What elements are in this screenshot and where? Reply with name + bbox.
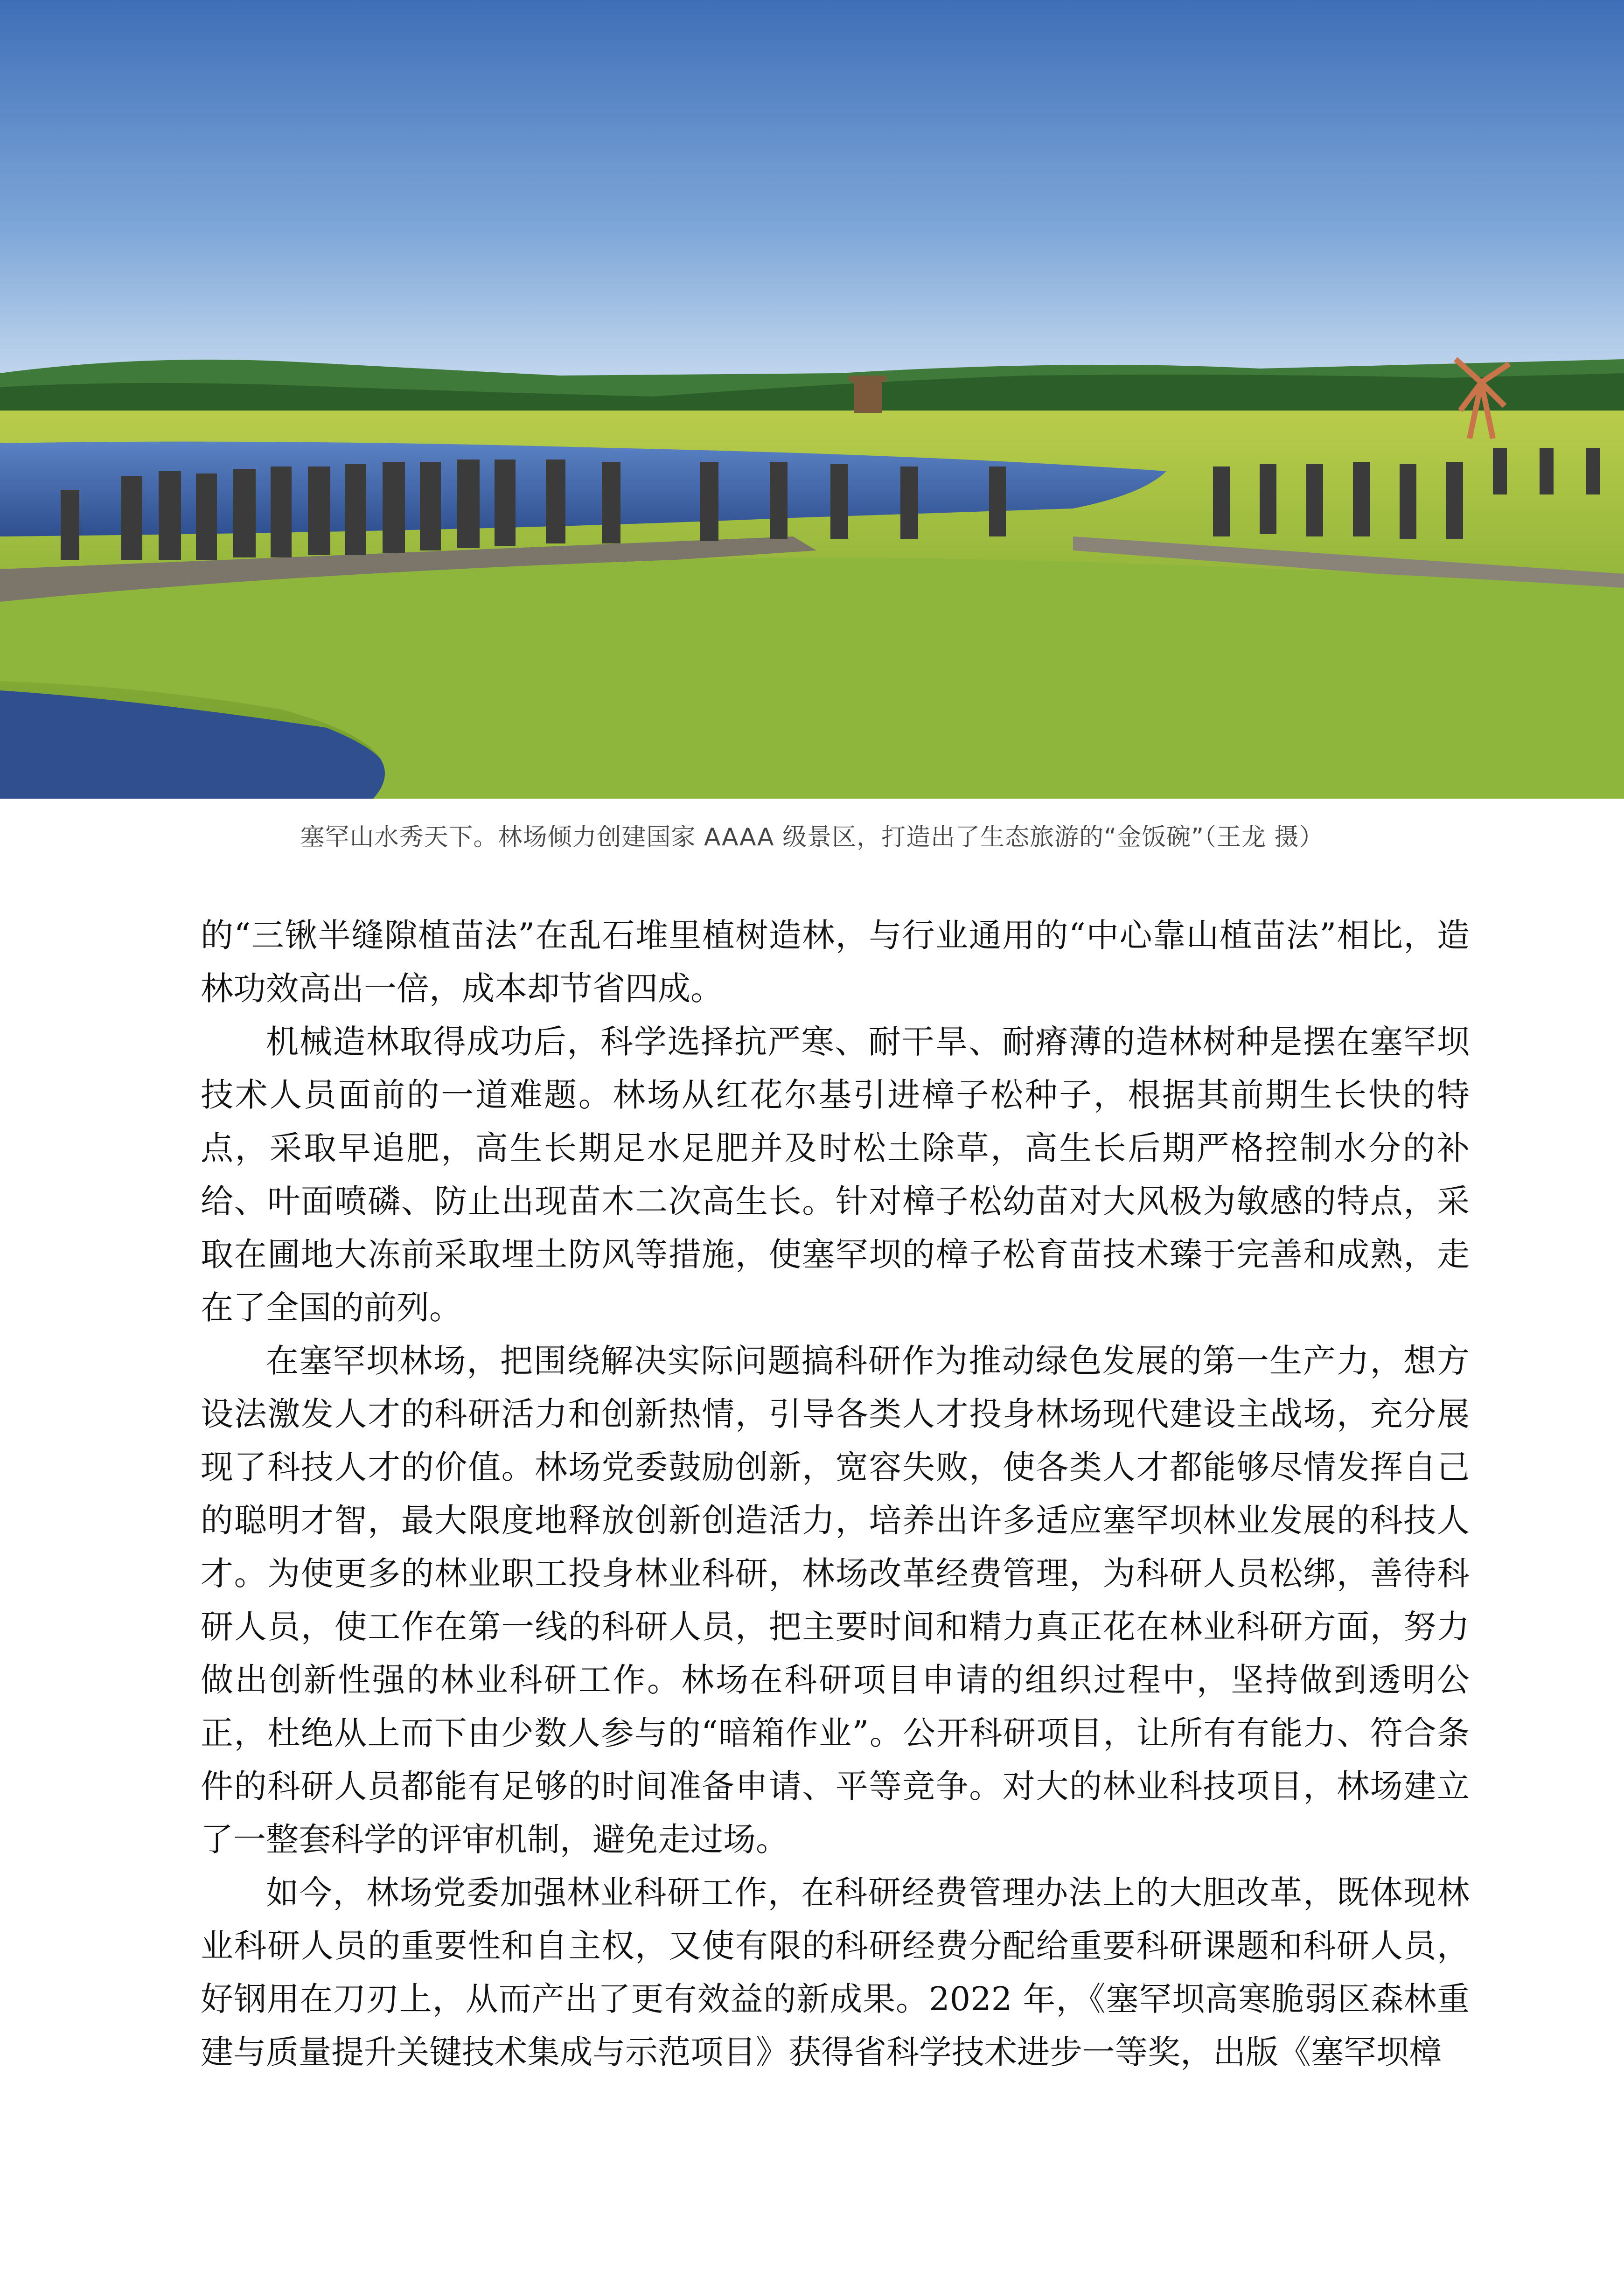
lookout-tower [849,376,886,413]
photo-caption: 塞罕山水秀天下。林场倾力创建国家 AAAA 级景区，打造出了生态旅游的“金饭碗”（王龙 摄） [300,823,1324,851]
article-body [201,909,1470,2079]
landscape-photo [0,0,1624,799]
paragraph: 如今，林场党委加强林业科研工作，在科研经费管理办法上的大胆改革，既体现林业科研人员的重要性和自主权，又使有限的科研经费分配给重要科研课题和科研人员，好钢用在刀刃上，从而产出了更有效益的新成果。2022 年，《塞罕坝高寒脆弱区森林重建与质量提升关键技术集成与示范项目》获得省科学技术进步一等奖，出版《塞罕坝樟 [201,1873,1470,2071]
paragraph-continued: 的“三锹半缝隙植苗法”在乱石堆里植树造林，与行业通用的“中心靠山植苗法”相比，造林功效高出一倍，成本却节省四成。 [201,916,1470,1008]
paragraph: 在塞罕坝林场，把围绕解决实际问题搞科研作为推动绿色发展的第一生产力，想方设法激发人才的科研活力和创新热情，引导各类人才投身林场现代建设主战场，充分展现了科技人才的价值。林场党委鼓励创新，宽容失败，使各类人才都能够尽情发挥自己的聪明才智，最大限度地释放创新创造活力，培养出许多适应塞罕坝林业发展的科技人才。为使更多的林业职工投身林业科研，林场改革经费管理，为科研人员松绑，善待科研人员，使工作在第一线的科研人员，把主要时间和精力真正花在林业科研方面，努力做出创新性强的林业科研工作。林场在科研项目申请的组织过程中，坚持做到透明公正，杜绝从上而下由少数人参与的“暗箱作业”。公开科研项目，让所有有能力、符合条件的科研人员都能有足够的时间准备申请、平等竞争。对大的林业科技项目，林场建立了一整套科学的评审机制，避免走过场。 [201,1342,1470,1859]
sky [0,0,1624,383]
paragraph: 机械造林取得成功后，科学选择抗严寒、耐干旱、耐瘠薄的造林树种是摆在塞罕坝技术人员面前的一道难题。林场从红花尔基引进樟子松种子，根据其前期生长快的特点，采取早追肥，高生长期足水足肥并及时松土除草，高生长后期严格控制水分的补给、叶面喷磷、防止出现苗木二次高生长。针对樟子松幼苗对大风极为敏感的特点，采取在圃地大冻前采取埋土防风等措施，使塞罕坝的樟子松育苗技术臻于完善和成熟，走在了全国的前列。 [201,1023,1470,1327]
